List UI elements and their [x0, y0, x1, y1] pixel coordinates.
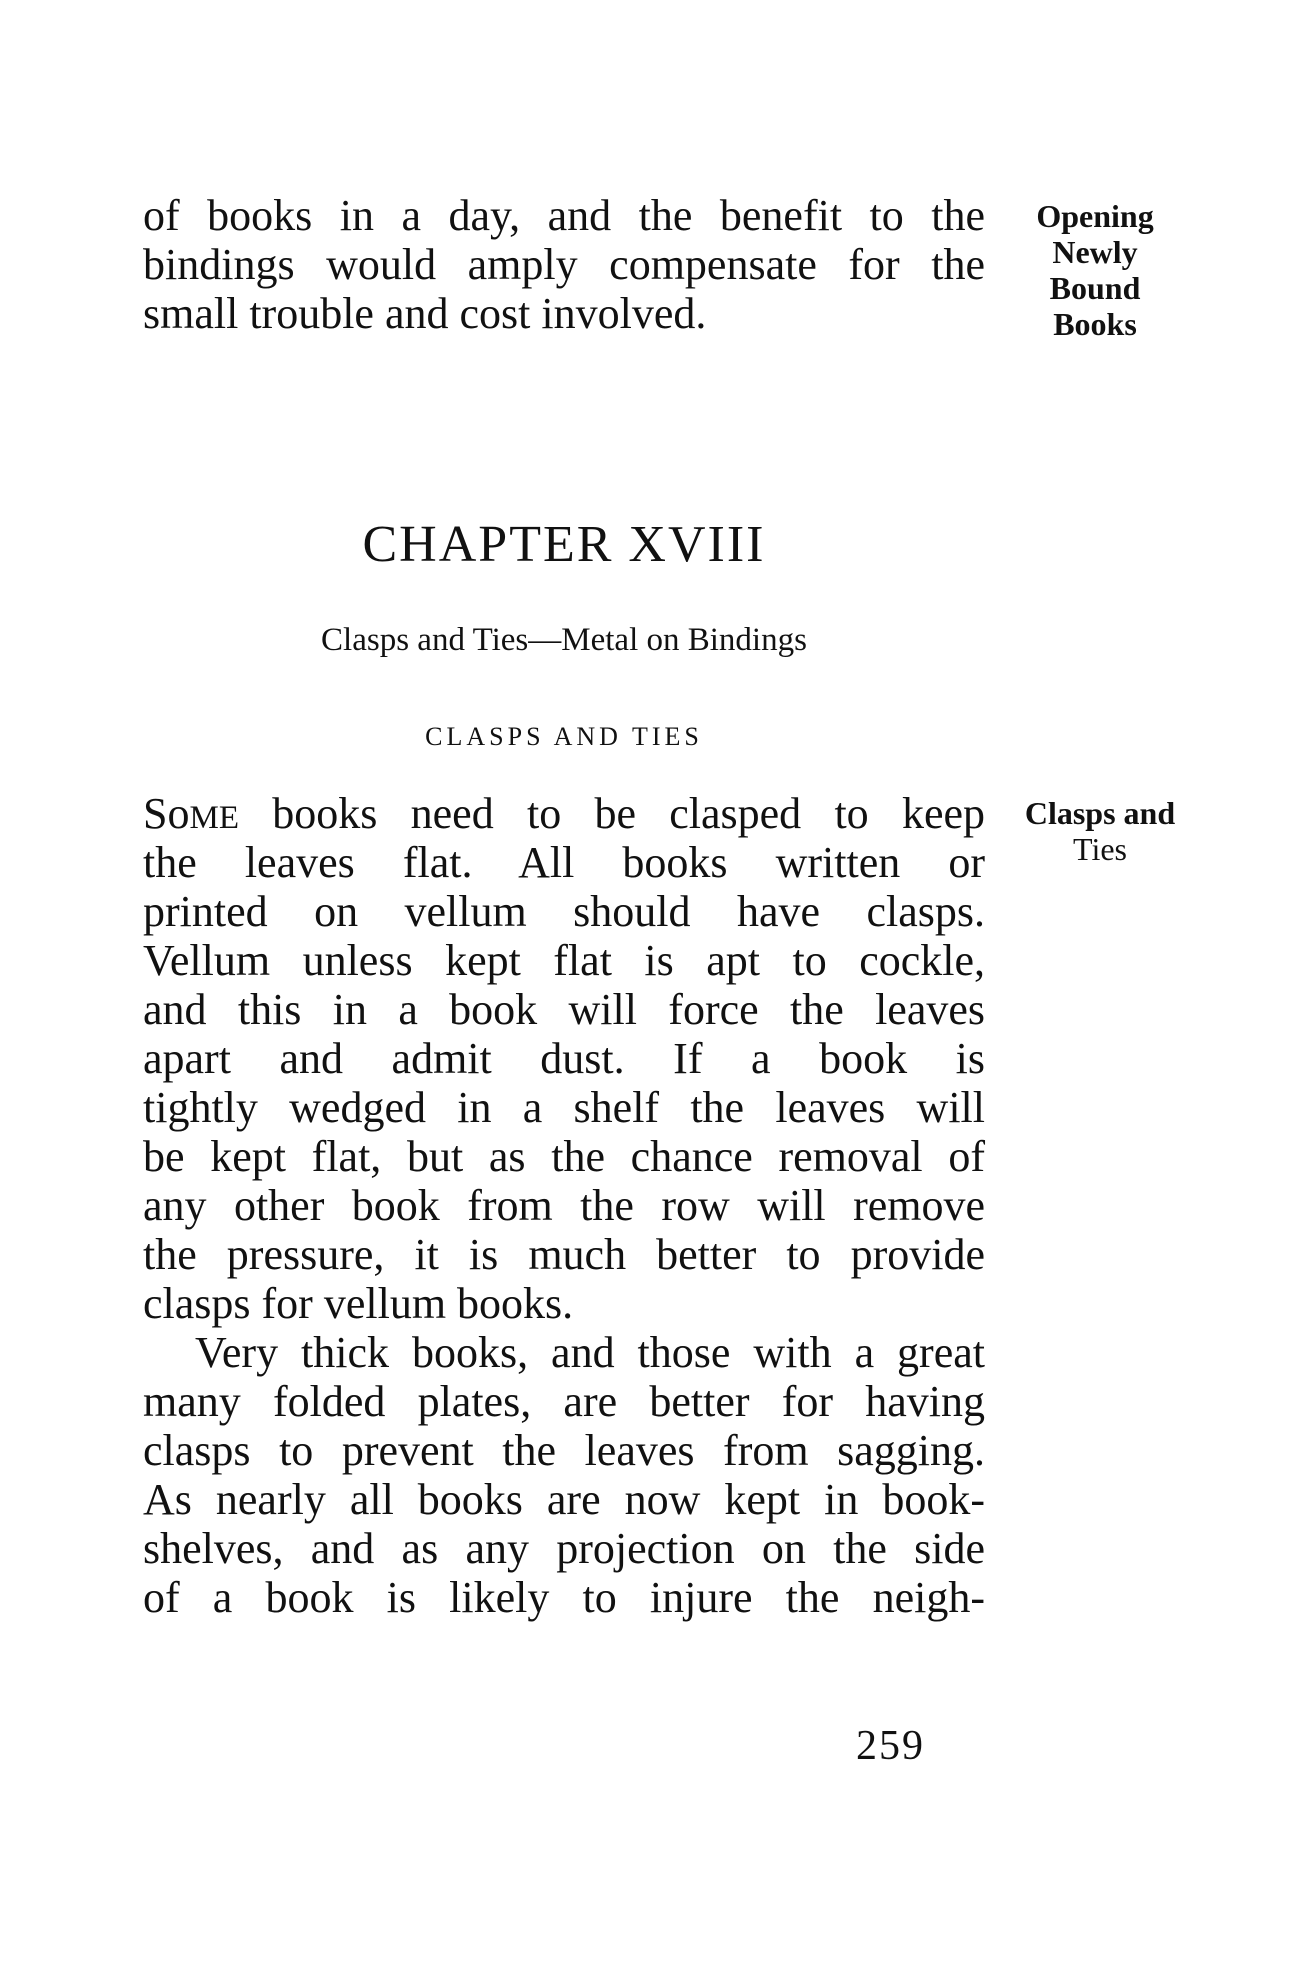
text-line: Vellum unless kept flat is apt to cockle, — [143, 936, 985, 985]
text-line: be kept flat, but as the chance removal of — [143, 1132, 985, 1181]
text-line: clasps to prevent the leaves from sagging. — [143, 1426, 985, 1475]
opening-word-small-caps: ME — [189, 800, 239, 836]
text-line: shelves, and as any projection on the side — [143, 1524, 985, 1573]
paragraph-1 — [143, 789, 985, 1328]
text-line: of a book is likely to injure the neigh- — [143, 1573, 985, 1622]
section-heading: CLASPS AND TIES — [425, 722, 703, 751]
text-line: Very thick books, and those with a great — [195, 1328, 985, 1377]
text-line-rest: books need to be clasped to keep — [238, 789, 985, 838]
text-line: and this in a book will force the leaves — [143, 985, 985, 1034]
side-note-line: Books — [1053, 306, 1137, 342]
opening-word-initial: So — [143, 789, 190, 838]
side-note-line: Bound — [1049, 270, 1141, 306]
side-note-clasps-and-ties — [1000, 795, 1200, 867]
continuation-paragraph — [143, 191, 985, 338]
chapter-title: CHAPTER XVIII — [362, 516, 766, 573]
text-line: printed on vellum should have clasps. — [143, 887, 985, 936]
text-line: tightly wedged in a shelf the leaves will — [143, 1083, 985, 1132]
side-note-opening-newly-bound-books — [1010, 198, 1180, 342]
text-line: the pressure, it is much better to provide — [143, 1230, 985, 1279]
text-line: apart and admit dust. If a book is — [143, 1034, 985, 1083]
page-number: 259 — [856, 1723, 925, 1769]
side-note-line: Newly — [1052, 234, 1138, 270]
side-note-line: Opening — [1036, 198, 1154, 234]
chapter-subtitle: Clasps and Ties—Metal on Bindings — [321, 622, 807, 658]
text-line: the leaves flat. All books written or — [143, 838, 985, 887]
text-line: clasps for vellum books. — [143, 1279, 574, 1328]
text-line: bindings would amply compensate for the — [143, 240, 985, 289]
paragraph-2 — [143, 1328, 985, 1622]
text-line: small trouble and cost involved. — [143, 289, 707, 338]
text-line: As nearly all books are now kept in book- — [143, 1475, 985, 1524]
text-line: many folded plates, are better for having — [143, 1377, 985, 1426]
text-line — [143, 789, 985, 838]
text-line: any other book from the row will remove — [143, 1181, 985, 1230]
side-note-line: Clasps and — [1024, 795, 1176, 831]
text-line: of books in a day, and the benefit to the — [143, 191, 985, 240]
side-note-line: Ties — [1073, 831, 1127, 867]
